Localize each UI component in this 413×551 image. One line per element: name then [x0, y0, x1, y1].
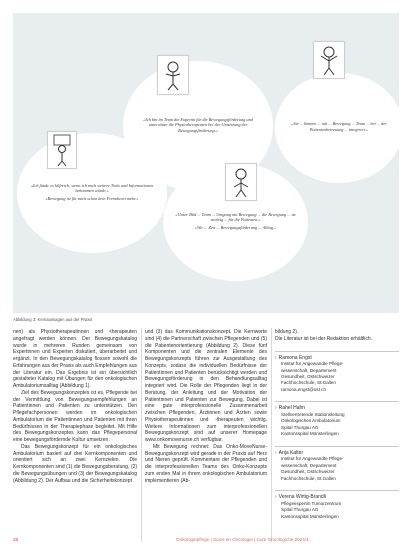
author-affiliation: Institut für Angewandte Pflege-	[281, 456, 344, 462]
body-paragraph: Mit Bewegung rechnet: Das Onko-MoveNurse-Bewegungskonzept wird gerade in der Praxis auf Herz und Nieren geprüft. Kommentare der Pflegenden und die interprofessionellen Teams des Onko-Konzepts zum ersten Mal in ihrem onkologischen Ambulatorium implementieren (Ab-	[145, 443, 267, 484]
body-paragraph: Das Bewegungskonzept für ein onkologisches Ambulatorium basiert auf drei Kernkomponenten und orientiert sich an zwei Kernzielen. Die Kernkomponenten sind (1) die Bewegungsberatung, (2) die Bewegungsübungen und (3) der Bewegungskatalog (Abbildung 2). Der Aufbau und die Sicherheitskonzept	[13, 443, 137, 484]
body-paragraph: bildung 2).	[275, 329, 299, 335]
author-affiliation: Onkologisches Ambulatorium	[281, 418, 341, 424]
body-paragraph: Ziel des Bewegungskonzeptes ist es, Pflegende bei der Vermittlung von Bewegungsempfehlungen an Patientinnen und Patienten zu unterstützen. Den Pflegefachpersonen werden im onkologischen Ambulatorium die Patientinnen und Patienten mit ihren Bedürfnissen in der Therapiephase begleitet. Mit Hilfe des Bewegungskonzeptes kann das Pflegepersonal eine bewegungsfördernde Kultur umsetzen.	[13, 389, 137, 443]
arrow-right-icon: ›	[275, 354, 277, 361]
quote-text: «Ich fände es hilfreich, wenn ich noch weitere Tools und Informationen bekommen würde.»	[30, 182, 154, 194]
text-column-2	[145, 329, 267, 484]
quote-text: «Wir ... Zeit ... Bewegungsförderung ... Alltag.»	[194, 224, 277, 230]
quote-text: «Unser Bild ... Team ... Umgang mit Bewegung ... die Bewegung ... ist wichtig ... für die Patienten.»	[175, 211, 296, 223]
author-affiliation: Gesundheit, Ostschweizer	[281, 374, 335, 380]
page-number: 28	[13, 537, 19, 542]
arrow-right-icon: ›	[275, 405, 277, 412]
author-name: Rahel Hahn	[278, 405, 306, 412]
quote-text: «Sie ... können ... mit ... Bewegung ... Team ... bei ... der Patientenbetreuung ... integriert.»	[291, 121, 387, 132]
text-column-1	[13, 329, 137, 484]
author-name: Ramona Engst	[278, 354, 312, 361]
author-affiliation: Spital Thurgau AG	[281, 507, 319, 513]
author-affiliation: wissenschaft, Departement	[281, 462, 337, 468]
author-block	[275, 490, 399, 520]
quote-bubble	[17, 133, 167, 253]
author-affiliation: Stellvertretende Stationsleitung	[281, 412, 345, 418]
quote-text: «Ich bin im Team die Expertin für die Bewegungsförderung und unterstütze die Physiotherapeuten bei der Umsetzung der Bewegungsförderung.»	[143, 116, 253, 133]
author-block	[275, 401, 399, 437]
figure-caption: Abbildung 3: Kernaussagen aus der Praxis	[13, 317, 93, 322]
author-block	[275, 446, 399, 482]
illustration-person-card	[47, 131, 77, 169]
body-paragraph: und (3) das Kommunikationskonzept. Die Kernwerte sind (4) die Partnerschaft zwischen Pflegenden und (5) die Patientenorientierung (Abbildung 2). Diese fünf Komponenten und die zentralen Elemente des Bewegungskonzepts führen zur Ausgestaltung des Konzepts, sodass die individuellen Bedürfnisse der Patientinnen und Patienten berücksichtigt werden und Bewegungsförderung in den Behandlungsalltag integriert wird. Die Rolle der Pflegenden liegt in der Beratung, der Anleitung und der Motivation der Patientinnen und Patienten zur Bewegung. Dabei ist eine gute interprofessionelle Zusammenarbeit zwischen Pflegenden, Ärztinnen und Ärzten sowie Physiotherapeutinnen und -therapeuten wichtig. Weitere Informationen zum interprofessionellen Bewegungskonzept sind auf unserer Homepage www.onkomovenurse.ch verfügbar.	[145, 329, 267, 443]
author-affiliation: Spital Thurgau AG	[281, 424, 319, 430]
author-name: Verena Wirtig-Brandli	[278, 494, 326, 501]
arrow-right-icon: ›	[275, 449, 277, 456]
author-affiliation: Gesundheit, Ostschweizer	[281, 469, 335, 475]
illustration-person-card	[225, 163, 257, 201]
author-affiliation: wissenschaft, Departement	[281, 367, 337, 373]
arrow-right-icon: ›	[275, 494, 277, 501]
author-affiliation: Institut für Angewandte Pflege-	[281, 361, 344, 367]
quote-bubble	[275, 73, 403, 183]
journal-footer: Onkologiepflege | Soins en Oncologie | Cure Oncologiche 2024/4	[176, 537, 309, 542]
body-paragraph: nen) als Physiotherapeutinnen und -therapeuten angefragt werden können. Der Bewegungskatalog wurde in mehreren Runden gemeinsam von Expertinnen und Experten diskutiert, überarbeitet und ergänzt. In den Bewegungskatalog flossen sowohl die Erfahrungen aus der Praxis als auch Empfehlungen aus der Literatur ein. Das Ergebnis ist ein übersichtlich gestalteter Katalog mit Übungen für den onkologischen Ambulatoriumsalltag (Abbildung 1).	[13, 329, 137, 389]
author-name: Anja Kalter	[278, 449, 304, 456]
author-email[interactable]: ramona.engst@ost.ch	[281, 386, 327, 392]
illustration-person-card	[157, 55, 189, 95]
column-divider	[271, 328, 272, 542]
figure-panel	[13, 13, 399, 313]
text-column-3	[275, 329, 399, 520]
illustration-person-card	[313, 41, 345, 79]
quote-text: «Bewegung ist für mich schon kein Fremdwort mehr.»	[45, 195, 139, 201]
author-affiliation: Fachhochschule, St.Gallen	[281, 380, 336, 386]
author-affiliation: Kantonsspital Münsterlingen	[281, 431, 339, 437]
column-divider	[141, 328, 142, 542]
literature-note: Die Literatur ist bei der Redaktion erhältlich.	[275, 335, 372, 342]
author-affiliation: Fachhochschule, St.Gallen	[281, 475, 336, 481]
author-block	[275, 351, 399, 394]
author-affiliation: Kantonsspital Münsterlingen	[281, 513, 339, 519]
author-affiliation: Pflegeexpertin Tumorzentrum	[281, 500, 342, 506]
